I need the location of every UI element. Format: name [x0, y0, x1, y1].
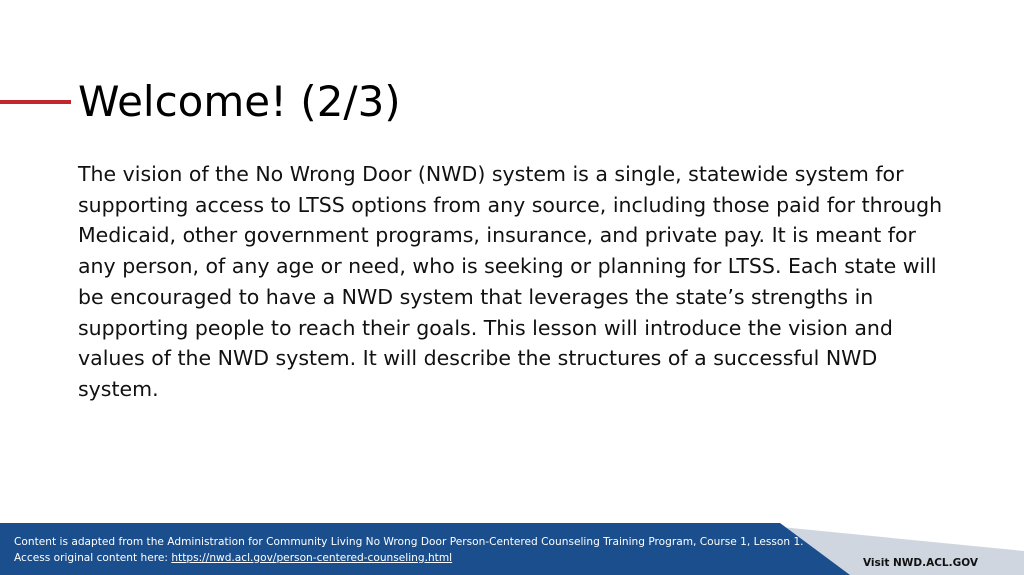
footer-attribution — [14, 535, 804, 566]
original-content-link[interactable]: https://nwd.acl.gov/person-centered-counseling.html — [171, 551, 453, 564]
title-accent-line — [0, 100, 71, 104]
slide-title: Welcome! (2/3) — [78, 77, 401, 126]
visit-site-label: Visit NWD.ACL.GOV — [862, 557, 978, 569]
footer-banner — [0, 523, 1024, 575]
footer-access-prefix: Access original content here: — [14, 551, 172, 564]
footer-access-line — [14, 551, 804, 567]
slide-body-text: The vision of the No Wrong Door (NWD) system is a single, statewide system for supporting access to LTSS options from any source, including those paid for through Medicaid, other government programs, insurance, and private pay. It is meant for any person, of any age or need, who is seeking or planning for LTSS. Each state will be encouraged to have a NWD system that leverages the state’s strengths in supporting people to reach their goals. This lesson will introduce the vision and values of the NWD system. It will describe the structures of a successful NWD system. — [78, 162, 943, 401]
footer-attribution-line: Content is adapted from the Administration for Community Living No Wrong Door Person-Centered Counseling Training Program, Course 1, Lesson 1. — [14, 536, 804, 548]
